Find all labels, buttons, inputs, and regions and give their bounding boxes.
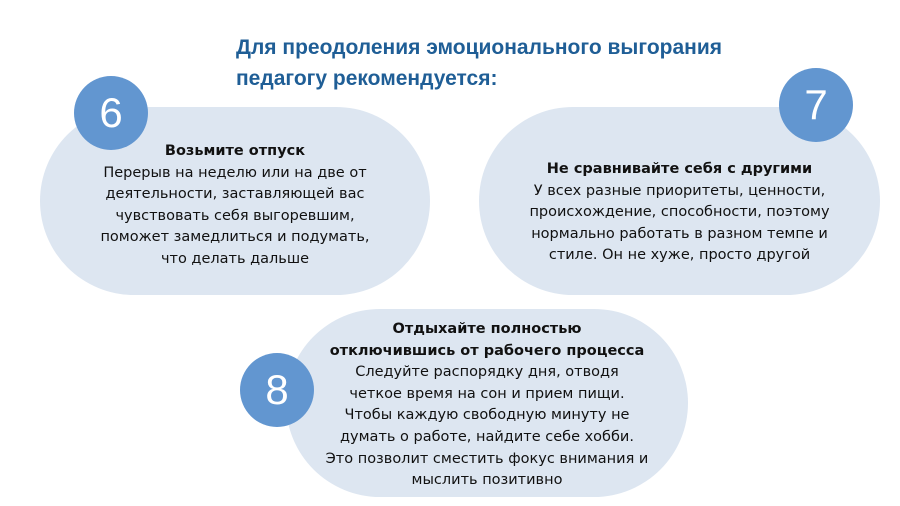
card-8-heading: Отдыхайте полностью (392, 321, 582, 337)
number-badge-7: 7 (779, 68, 853, 142)
card-8-line: Чтобы каждую свободную минуту не (344, 407, 630, 424)
card-6-line: поможет замедлиться и подумать, (100, 229, 370, 246)
card-8-line: Следуйте распорядку дня, отводя (355, 364, 619, 381)
card-7-text (479, 159, 880, 267)
number-badge-8: 8 (240, 353, 314, 427)
card-8-line: думать о работе, найдите себе хобби. (340, 428, 634, 445)
page-title-line-1: Для преодоления эмоционального выгорания (236, 36, 722, 59)
page-title (236, 32, 856, 94)
card-7-line: происхождение, способности, поэтому (529, 204, 830, 221)
card-7-line: стиле. Он не хуже, просто другой (548, 247, 811, 264)
card-8-line: Это позволит сместить фокус внимания и (325, 450, 649, 467)
page-title-line-2: педагогу рекомендуется: (236, 67, 498, 90)
card-6-line: Перерыв на неделю или на две от (103, 164, 367, 181)
number-badge-6: 6 (74, 76, 148, 150)
recommendation-card-8 (286, 309, 688, 497)
card-6-line: что делать дальше (160, 250, 310, 267)
card-7-line: нормально работать в разном темпе и (531, 225, 828, 242)
card-8-text (286, 319, 688, 492)
card-6-line: деятельности, заставляющей вас (105, 186, 365, 203)
card-8-line: мыслить позитивно (411, 472, 563, 489)
card-6-heading: Возьмите отпуск (164, 143, 306, 159)
card-7-line: У всех разные приоритеты, ценности, (533, 182, 826, 199)
card-8-line: четкое время на сон и прием пищи. (349, 385, 625, 402)
card-6-text (40, 141, 430, 271)
card-6-line: чувствовать себя выгоревшим, (115, 207, 355, 224)
card-8-heading: отключившись от рабочего процесса (329, 342, 645, 359)
card-7-heading: Не сравнивайте себя с другими (546, 161, 813, 177)
